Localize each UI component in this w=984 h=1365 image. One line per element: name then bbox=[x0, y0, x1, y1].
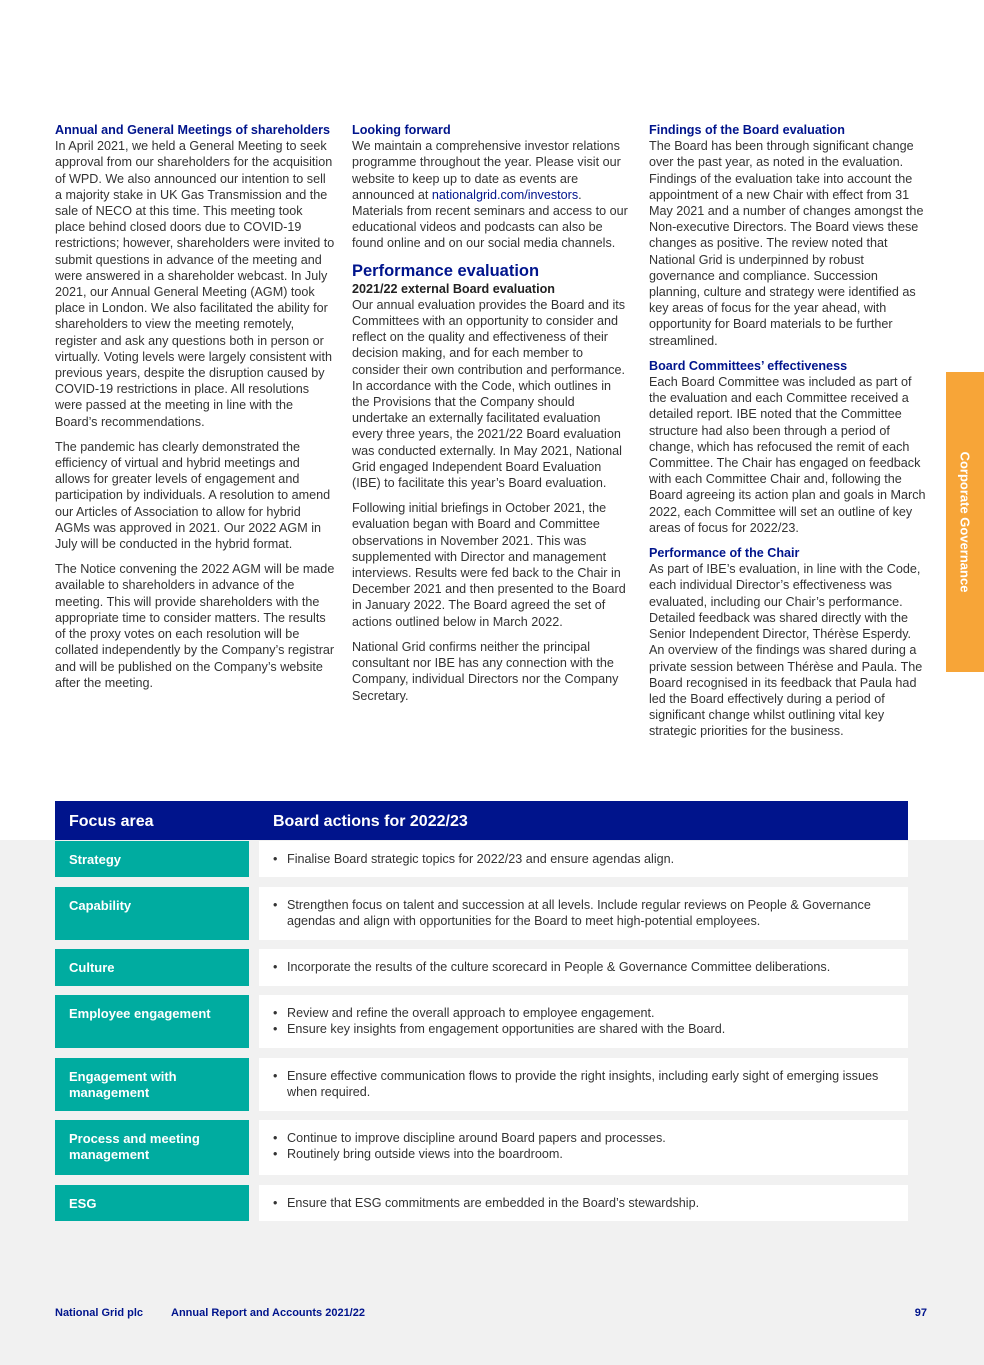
findings-heading: Findings of the Board evaluation bbox=[649, 123, 845, 137]
action-item: • Routinely bring outside views into the boardroom. bbox=[273, 1146, 896, 1162]
evaluation-paragraph-3: National Grid confirms neither the principal consultant nor IBE has any connection with the Company, individual Directors nor the Company Secretary. bbox=[352, 639, 619, 703]
action-item: • Strengthen focus on talent and succession at all levels. Include regular reviews on People & Governance agendas and align with opportunities for the Board to meet high-potential employees. bbox=[273, 897, 896, 929]
findings-paragraph: The Board has been through significant change over the past year, as noted in the evaluation. Findings of the evaluation take into account the appointment of a new Chair with effect from 31 May 2021 and a number of changes amongst the Non-executive Directors. The Board views these changes as positive. The review noted that National Grid is underpinned by robust governance and compliance. Succession planning, culture and strategy were identified as key areas of focus for the year ahead, with opportunity for Board materials to be further streamlined. bbox=[649, 139, 924, 348]
column-1 bbox=[55, 122, 335, 700]
focus-area-cell: Capability bbox=[55, 887, 249, 940]
focus-area-cell: ESG bbox=[55, 1185, 249, 1221]
focus-area-cell: Culture bbox=[55, 949, 249, 986]
action-item: • Continue to improve discipline around Board papers and processes. bbox=[273, 1130, 896, 1146]
chair-performance-paragraph: As part of IBE’s evaluation, in line with the Code, each individual Director’s effectiveness was evaluated, including our Chair’s performance. Detailed feedback was shared directly with the Senior Independent Director, Thérèse Esperdy. An overview of the findings was shared during a private session between Thérèse and Paula. The Board recognised in its feedback that Paula had led the Board effectively during a period of significant change whilst outlining vital key strategic priorities for the business. bbox=[649, 562, 923, 739]
focus-area-cell: Process and meeting management bbox=[55, 1120, 249, 1175]
action-item: • Finalise Board strategic topics for 2022/23 and ensure agendas align. bbox=[273, 851, 896, 867]
focus-area-cell: Engagement with management bbox=[55, 1058, 249, 1111]
action-item: • Ensure that ESG commitments are embedded in the Board’s stewardship. bbox=[273, 1195, 896, 1211]
focus-area-cell: Employee engagement bbox=[55, 995, 249, 1048]
looking-forward-heading: Looking forward bbox=[352, 123, 451, 137]
footer-report-title: Annual Report and Accounts 2021/22 bbox=[171, 1307, 365, 1319]
performance-evaluation-title: Performance evaluation bbox=[352, 261, 540, 280]
action-item: • Review and refine the overall approach to employee engagement. bbox=[273, 1005, 896, 1021]
actions-cell bbox=[259, 1058, 908, 1111]
action-item: • Incorporate the results of the culture scorecard in People & Governance Committee deliberations. bbox=[273, 959, 896, 975]
agm-paragraph-1: In April 2021, we held a General Meeting to seek approval from our shareholders for the acquisition of WPD. We also announced our intention to sell a majority stake in UK Gas Transmission and the sale of NECO at this time. This meeting took place behind closed doors due to COVID-19 restrictions; however, shareholders were invited to submit questions in advance of the meeting and were answered in a shareholder webcast. In July 2021, our Annual General Meeting (AGM) took place in London. We also facilitated the ability for shareholders to view the meeting remotely, register and ask any questions both in person or virtually. Voting levels were largely consistent with previous years, despite the disruption caused by COVID-19 restrictions in place. All resolutions were passed at the meeting in line with the Board’s recommendations. bbox=[55, 139, 335, 429]
footer-company: National Grid plc bbox=[55, 1307, 144, 1319]
table-row bbox=[55, 841, 908, 877]
chair-performance-heading: Performance of the Chair bbox=[649, 546, 800, 561]
focus-area-cell: Strategy bbox=[55, 841, 249, 877]
table-header bbox=[55, 801, 908, 840]
table-row bbox=[55, 1058, 908, 1111]
committees-heading: Board Committees’ effectiveness bbox=[649, 358, 848, 373]
evaluation-paragraph-1: Our annual evaluation provides the Board and its Committees with an opportunity to consider and reflect on the quality and effectiveness of their decision making, and for each member to consider their own contribution and performance. In accordance with the Code, which outlines in the Provisions that the Company should undertake an externally facilitated evaluation every three years, the 2021/22 Board evaluation was conducted externally. In May 2021, National Grid engaged Independent Board Evaluation (IBE) to facilitate this year’s Board evaluation. bbox=[352, 297, 626, 491]
column-2 bbox=[352, 122, 632, 713]
board-actions-header: Board actions for 2022/23 bbox=[273, 813, 468, 830]
actions-cell bbox=[259, 841, 908, 877]
actions-cell bbox=[259, 995, 908, 1048]
side-tab-label: Corporate Governance bbox=[957, 451, 973, 593]
focus-area-header: Focus area bbox=[69, 813, 154, 830]
table-row bbox=[55, 995, 908, 1048]
agm-paragraph-2: The pandemic has clearly demonstrated the efficiency of virtual and hybrid meetings and allows for greater levels of engagement and participation by individuals. A resolution to amend our Articles of Association to allow for hybrid AGMs was approved in 2021. Our 2022 AGM in July will be conducted in the hybrid format. bbox=[55, 439, 331, 552]
action-item: • Ensure key insights from engagement opportunities are shared with the Board. bbox=[273, 1021, 896, 1037]
table-row bbox=[55, 1185, 908, 1221]
agm-paragraph-3: The Notice convening the 2022 AGM will be made available to shareholders in advance of the meeting. This will provide shareholders with the appropriate time to consider matters. The results of the proxy votes on each resolution will be collated independently by the Company’s registrar and will be published on the Company’s website after the meeting. bbox=[55, 562, 335, 690]
footer-page-number: 97 bbox=[914, 1307, 927, 1319]
actions-cell bbox=[259, 1120, 908, 1175]
action-item: • Ensure effective communication flows to provide the right insights, including early sight of emerging issues when required. bbox=[273, 1068, 896, 1100]
section-side-tab[interactable] bbox=[946, 372, 984, 672]
investors-link[interactable]: nationalgrid.com/investors bbox=[431, 187, 579, 202]
committees-paragraph: Each Board Committee was included as part of the evaluation and each Committee received a detailed report. IBE noted that the Committee structure had also been through a period of change, which has refocused the remit of each Committee. The Chair has engaged on feedback with each Committee Chair and, following the Board agreeing its action plan and goals in March 2022, each Committee will set an outline of key areas of focus for 2022/23. bbox=[649, 375, 926, 535]
table-row bbox=[55, 1120, 908, 1175]
column-3 bbox=[649, 122, 929, 749]
table-row bbox=[55, 949, 908, 986]
evaluation-paragraph-2: Following initial briefings in October 2021, the evaluation began with Board and Committee observations in November 2021. This was supplemented with Director and management interviews. Results were fed back to the Chair in December 2021 and then presented to the Board in January 2022. The Board agreed the set of actions outlined below in March 2022. bbox=[352, 501, 626, 629]
agm-heading: Annual and General Meetings of shareholders bbox=[55, 123, 331, 137]
actions-cell bbox=[259, 887, 908, 940]
table-row bbox=[55, 887, 908, 940]
actions-cell bbox=[259, 1185, 908, 1221]
external-evaluation-subheading: 2021/22 external Board evaluation bbox=[352, 281, 555, 296]
looking-forward-paragraph: We maintain a comprehensive investor relations programme throughout the year. Please visit our website to keep up to date as events are announced at nationalgrid.com/investors. Materials from recent seminars and access to our educational videos and podcasts can also be found online and on our social media channels. bbox=[352, 139, 628, 251]
actions-cell bbox=[259, 949, 908, 986]
